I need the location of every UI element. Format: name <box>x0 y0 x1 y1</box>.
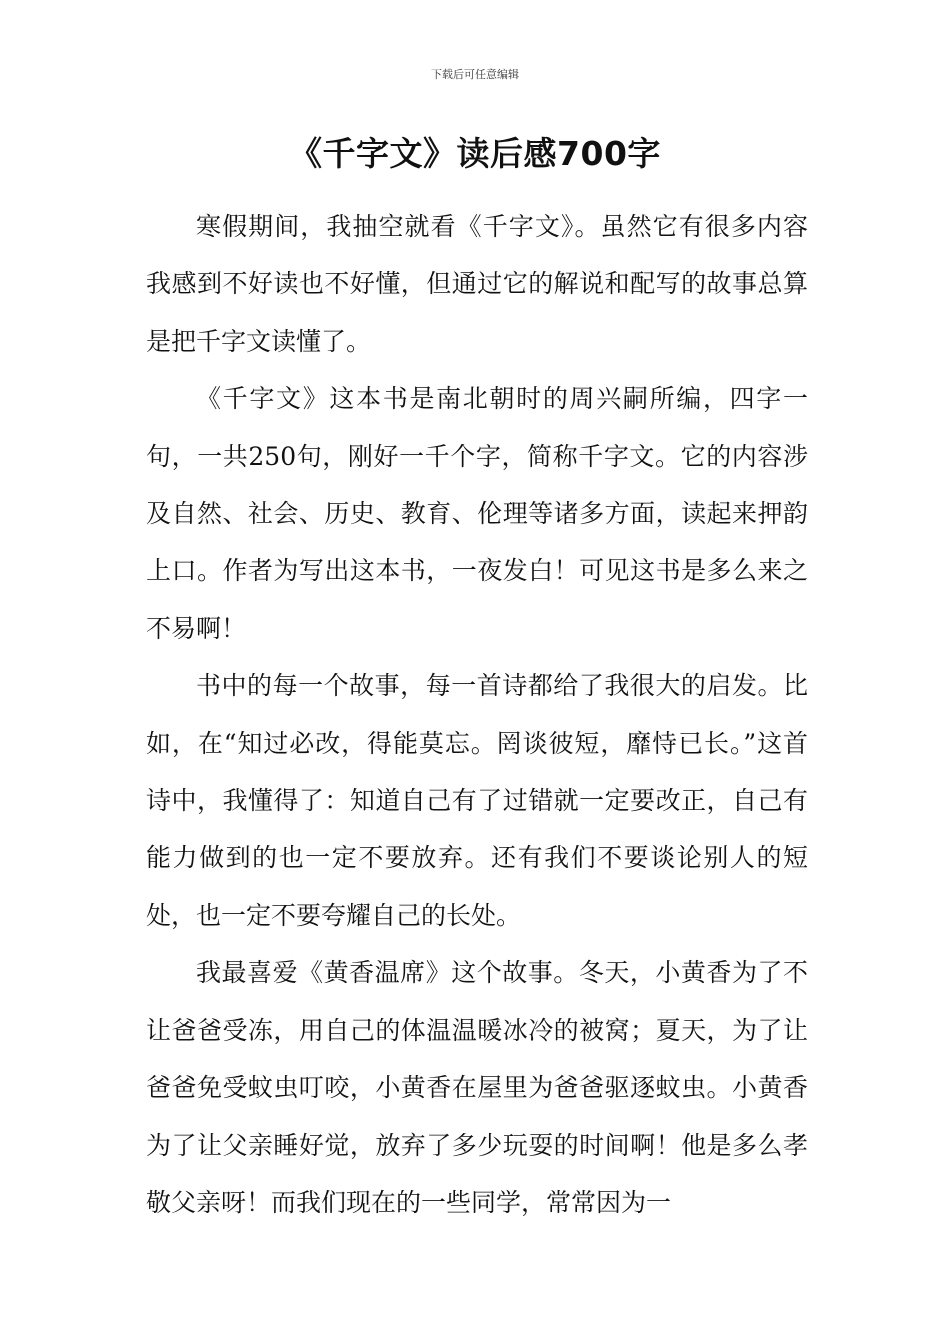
paragraph: 寒假期间，我抽空就看《千字文》。虽然它有很多内容我感到不好读也不好懂，但通过它的解说和配写的故事总算是把千字文读懂了。 <box>146 212 808 356</box>
paragraph: 我最喜爱《黄香温席》这个故事。冬天，小黄香为了不让爸爸受冻，用自己的体温温暖冰冷的被窝；夏天，为了让爸爸免受蚊虫叮咬，小黄香在屋里为爸爸驱逐蚊虫。小黄香为了让父亲睡好觉，放弃了多少玩耍的时间啊！他是多么孝敬父亲呀！而我们现在的一些同学，常常因为一 <box>146 958 808 1217</box>
paragraph: 《千字文》这本书是南北朝时的周兴嗣所编，四字一句，一共250句，刚好一千个字，简称千字文。它的内容涉及自然、社会、历史、教育、伦理等诸多方面，读起来押韵上口。作者为写出这本书，一夜发白！可见这书是多么来之不易啊！ <box>146 384 808 643</box>
document-body <box>146 198 808 1231</box>
paragraph: 书中的每一个故事，每一首诗都给了我很大的启发。比如，在“知过必改，得能莫忘。罔谈彼短，靡恃已长。”这首诗中，我懂得了：知道自己有了过错就一定要改正，自己有能力做到的也一定不要放弃。还有我们不要谈论别人的短处，也一定不要夸耀自己的长处。 <box>146 671 808 930</box>
header-note: 下载后可任意编辑 <box>431 68 519 81</box>
document-title: 《千字文》读后感700字 <box>289 134 661 173</box>
